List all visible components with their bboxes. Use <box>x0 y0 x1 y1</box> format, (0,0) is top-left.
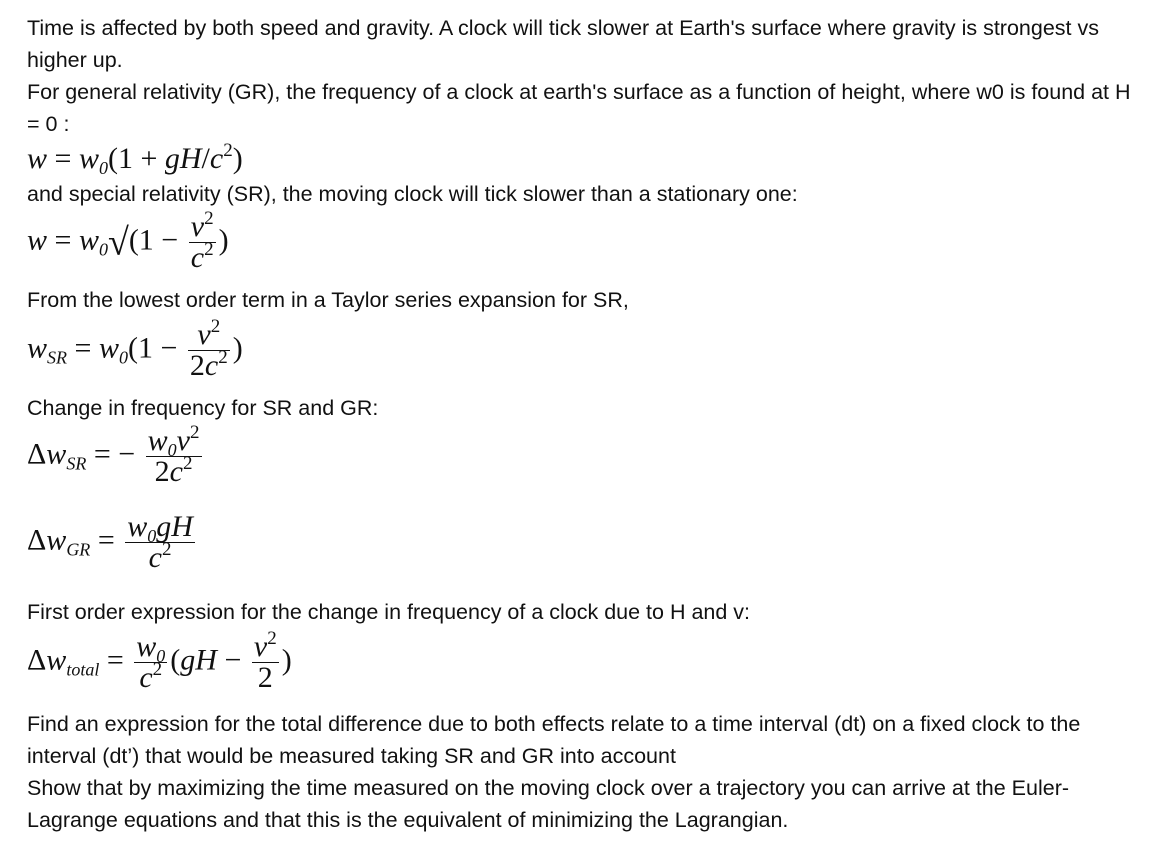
document <box>27 12 1147 836</box>
equation-delta-sr: $\Delta w_{SR}$ = − $\frac{w_0v^2}{2c^2}$ <box>27 422 200 488</box>
equation-sr-taylor: $w_{SR} = w_0(1$ − $\frac{v^2}{2c^2}$ ) <box>27 316 243 382</box>
equation-delta-total: $\Delta w_{total}$ = $\frac{w_0}{c^2}$ (gH − $\frac{v^2}{2}$ ) <box>27 628 292 694</box>
paragraph-task-euler-lagrange: Show that by maximizing the time measured on the moving clock over a trajectory you can arrive at the Euler-Lagrange equations and that this is the equivalent of minimizing the Lagrangian. <box>27 776 1070 832</box>
paragraph-first-order: First order expression for the change in frequency of a clock due to H and v: <box>27 600 751 624</box>
paragraph-intro: Time is affected by both speed and gravity. A clock will tick slower at Earth's surface where gravity is strongest vs higher up. <box>27 16 1099 72</box>
paragraph-sr-definition: and special relativity (SR), the moving clock will tick slower than a stationary one: <box>27 182 798 206</box>
paragraph-change-in-frequency: Change in frequency for SR and GR: <box>27 396 379 420</box>
paragraph-task-expression: Find an expression for the total difference due to both effects relate to a time interval (dt) on a fixed clock to the interval (dt’) that would be measured taking SR and GR into account <box>27 712 1081 768</box>
paragraph-taylor: From the lowest order term in a Taylor series expansion for SR, <box>27 288 629 312</box>
equation-sr-frequency: $w = w_0√(1$ − $\frac{v^2}{c^2}$ ) <box>27 208 229 274</box>
equation-gr-frequency: $w = w_0(1 + gH/c^2)$ <box>27 140 243 178</box>
equation-delta-gr: $\Delta w_{GR}$ = $\frac{w_0gH}{c^2}$ <box>27 510 193 574</box>
paragraph-gr-definition: For general relativity (GR), the frequency of a clock at earth's surface as a function of height, where w0 is found at H = 0 : <box>27 80 1131 136</box>
